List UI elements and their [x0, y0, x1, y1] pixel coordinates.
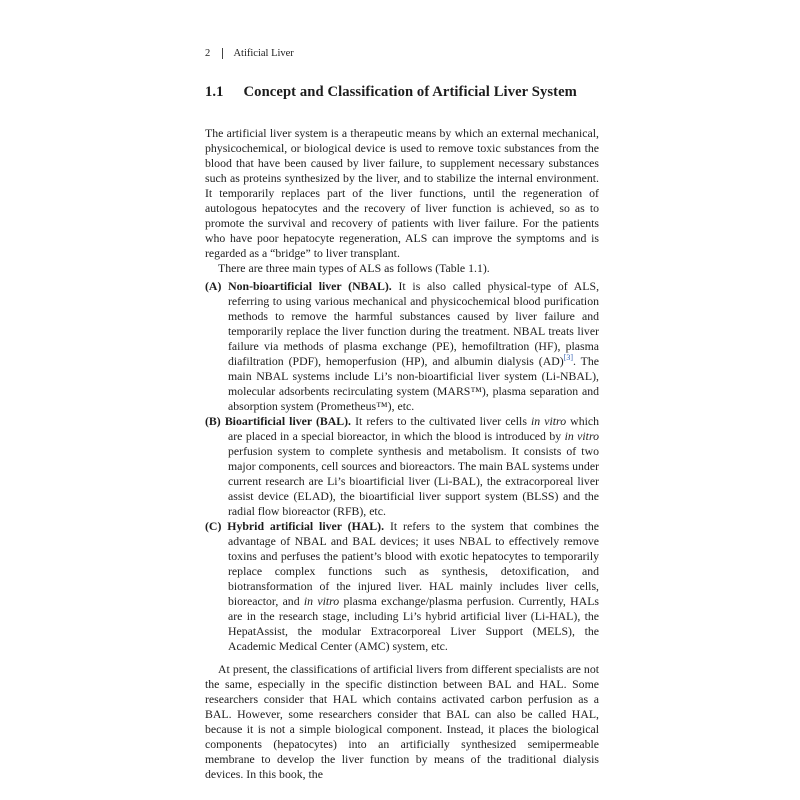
item-a-title: Non-bioartificial liver (NBAL). — [228, 279, 392, 293]
item-a-text: It is also called physical-type of ALS, referring to using various mechanical and physicochemical blood purification methods to remove the harmful substances caused by liver failure and temporarily replace the liver function during the treatment. NBAL treats liver failure via methods of plasma exchange (PE), hemofiltration (HF), plasma diafiltration (PDF), hemoperfusion (HP), and albumin dialysis (AD) — [228, 279, 600, 368]
item-a-text-cont: . The main NBAL systems include Li’s non-bioartificial liver system (Li-NBAL), molecular adsorbents recirculating system (MARS™), plasma separation and absorption system (Prometheus™), etc. — [228, 354, 599, 413]
section-heading — [205, 84, 599, 101]
item-b-text-end: perfusion system to complete synthesis and metabolism. It consists of two major components, cell sources and bioreactors. The main BAL systems under current research are Li’s bioartificial liver (Li-BAL), the extracorporeal liver assist device (ELAD), the bioartificial liver support system (BLSS) and the radial flow bioreactor (RFB), etc. — [228, 444, 599, 518]
item-b-latin-term-2: in vitro — [564, 429, 600, 443]
paragraph-types: There are three main types of ALS as follows (Table 1.1). — [218, 261, 490, 275]
item-c-latin-term: in vitro — [303, 594, 340, 608]
section-number: 1.1 — [205, 84, 224, 100]
item-b-text: It refers to the cultivated liver cells — [355, 414, 527, 428]
item-c-text-end: plasma exchange/plasma perfusion. Currently, HALs are in the research stage, including Li’s hybrid artificial liver (Li-HAL), the HepatAssist, the modular Extracorporeal Liver Support (MELS), the Academic Medical Center (AMC) system, etc. — [228, 594, 599, 653]
paragraph-classification: At present, the classifications of artificial livers from different specialists are not the same, especially in the specific distinction between BAL and HAL. Some researchers consider that HAL which contains activated carbon perfusion as a BAL. However, some researchers consider that BAL can also be called HAL, because it is not a simple biological component. Instead, it places the biological components (hepatocytes) into an artificially synthesized semipermeable membrane to develop the liver function by means of the traditional dialysis devices. In this book, the — [205, 662, 599, 781]
book-page — [205, 48, 599, 782]
item-b-text-cont: which are placed in a special bioreactor, in which the blood is introduced by — [228, 414, 600, 443]
item-b-marker: (B) — [205, 414, 221, 428]
als-type-list — [205, 279, 599, 654]
item-c-marker: (C) — [205, 519, 222, 533]
list-item-bal — [205, 414, 599, 519]
running-title: Atificial Liver — [233, 48, 294, 59]
section-title: Concept and Classification of Artificial Liver System — [243, 84, 577, 100]
item-b-latin-term-1: in vitro — [531, 414, 567, 428]
item-c-title: Hybrid artificial liver (HAL). — [227, 519, 385, 533]
page-header — [205, 48, 599, 59]
paragraph-intro: The artificial liver system is a therapeutic means by which an external mechanical, physicochemical, or biological device is used to remove toxic substances from the blood that have been caused by liver failure, to supplement necessary substances such as proteins synthesized by the liver, and to stabilize the internal environment. It temporarily replaces part of the liver functions, until the regeneration of autologous hepatocytes and the recovery of liver function is achieved, so as to promote the survival and recovery of patients with liver failure. For the patients who have poor hepatocyte regeneration, ALS can improve the symptoms and is regarded as a “bridge” to liver transplant. — [205, 126, 599, 260]
item-a-marker: (A) — [205, 279, 222, 293]
list-item-nbal — [205, 279, 599, 414]
list-item-hal — [205, 519, 599, 654]
header-separator-rule — [222, 48, 223, 59]
page-number: 2 — [205, 48, 211, 59]
item-c-text: It refers to the system that combines the advantage of NBAL and BAL devices; it uses NBAL to effectively remove toxins and perfuses the patient’s blood with exotic hepatocytes to temporarily replace complex functions such as synthesis, detoxification, and biotransformation of the injured liver. HAL mainly includes liver cells, bioreactor, and — [228, 519, 599, 608]
reference-3-link[interactable]: [3] — [563, 353, 574, 363]
item-b-title: Bioartificial liver (BAL). — [224, 414, 352, 428]
